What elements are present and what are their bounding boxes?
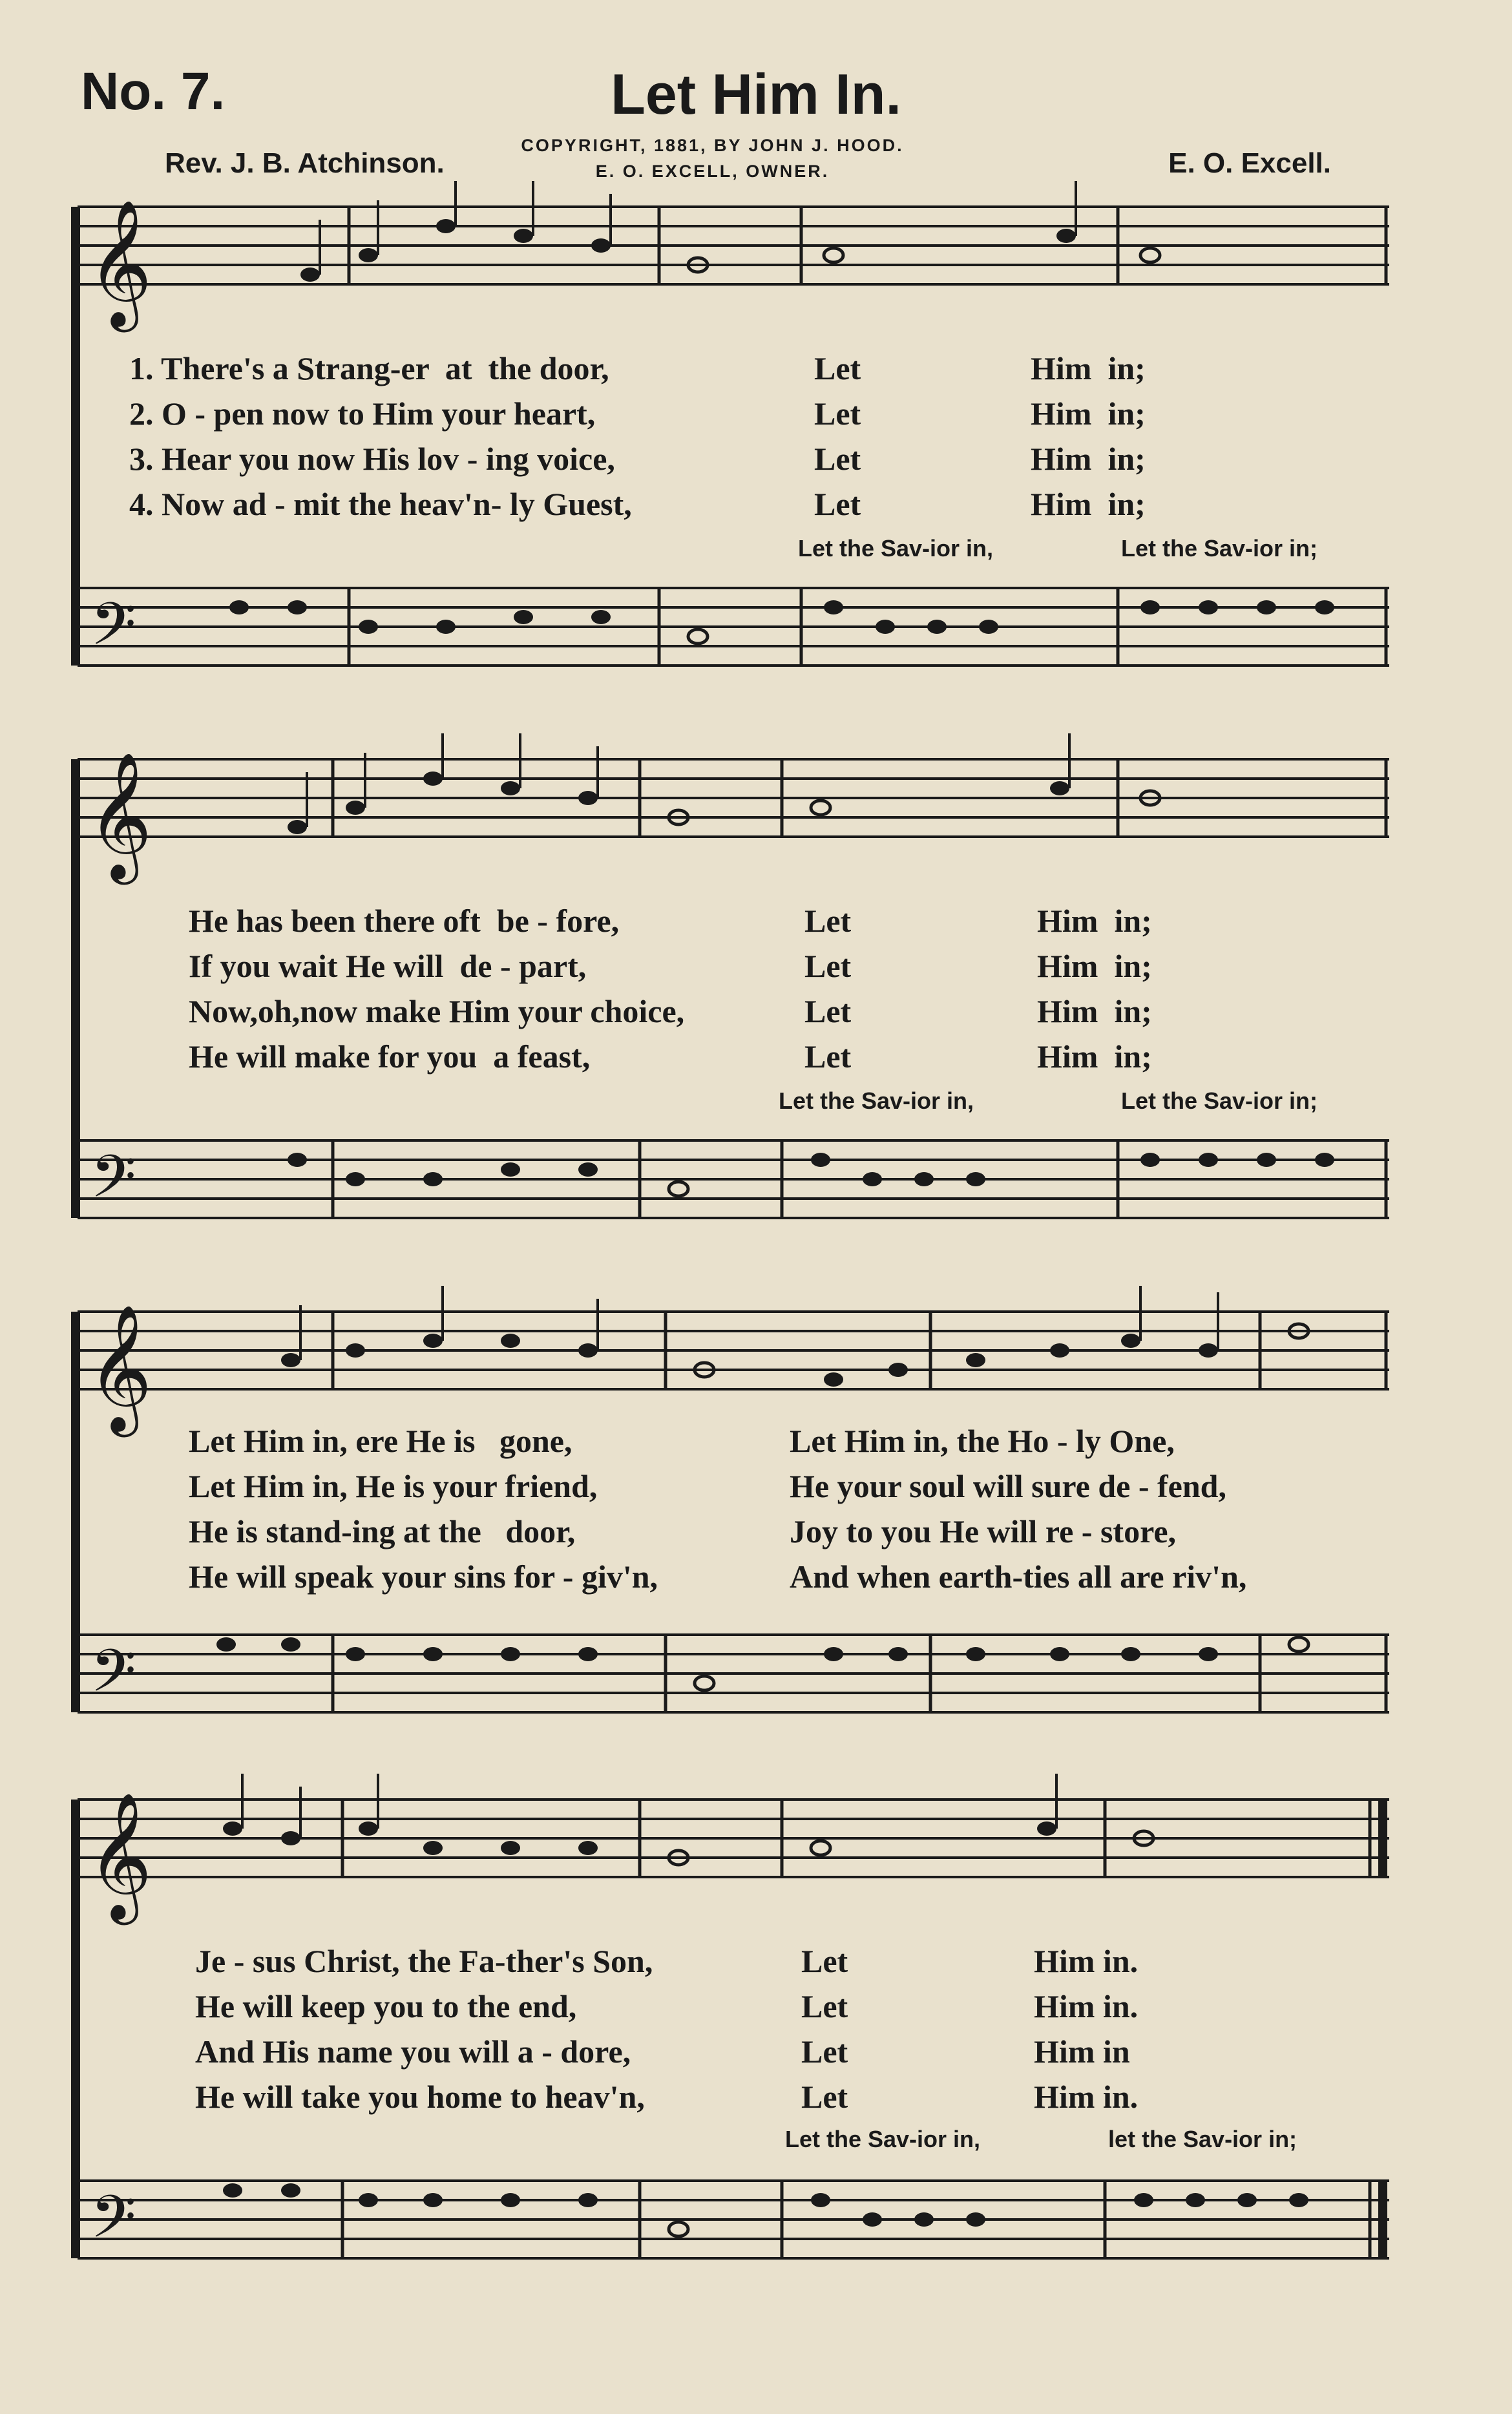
verse-lines-system-4: Je - sus Christ, the Fa-ther's Son, He will keep you to the end, And His name you will a - dore, He will take you home to heav'n, bbox=[195, 1943, 653, 2115]
treble-notes-1 bbox=[300, 219, 1160, 282]
chorus-second-half-system-3: Let Him in, the Ho - ly One, He your soul will sure de - fend, Joy to you He will re - store, And when earth-ties all are riv'n, bbox=[790, 1423, 1247, 1595]
him-in-column-system-1: Him in; Him in; Him in; Him in; bbox=[1031, 350, 1146, 522]
music-system-1 bbox=[71, 181, 1389, 685]
refrain-b-system-4: let the Sav-ior in; bbox=[1108, 2126, 1297, 2152]
verse-4-line: 4. Now ad - mit the heav'n- ly Guest, bbox=[129, 486, 632, 522]
verse-1-line: 1. There's a Strang-er at the door, bbox=[129, 350, 609, 386]
bass-clef-icon: 𝄢 bbox=[90, 590, 136, 673]
music-system-4 bbox=[71, 1774, 1389, 2291]
bass-staff-lines bbox=[78, 588, 1389, 666]
him-in-column-system-4: Him in. Him in. Him in Him in. bbox=[1034, 1943, 1139, 2115]
verse-lines-system-1 bbox=[129, 346, 632, 527]
music-system-3 bbox=[71, 1286, 1389, 1725]
verse-2-line: 2. O - pen now to Him your heart, bbox=[129, 395, 596, 432]
refrain-a-system-2: Let the Sav-ior in, bbox=[779, 1087, 974, 1114]
copyright-line-1: COPYRIGHT, 1881, BY JOHN J. HOOD. bbox=[521, 136, 904, 155]
hymn-number: No. 7. bbox=[81, 62, 226, 121]
treble-clef-icon: 𝄞 bbox=[87, 199, 152, 327]
refrain-b-system-2: Let the Sav-ior in; bbox=[1121, 1087, 1318, 1114]
author-credit: Rev. J. B. Atchinson. bbox=[165, 147, 445, 179]
him-in-column-system-2: Him in; Him in; Him in; Him in; bbox=[1037, 903, 1152, 1075]
verse-lines-system-2: He has been there oft be - fore, If you wait He will de - part, Now,oh,now make Him your choice, He will make for you a feast, bbox=[189, 903, 685, 1075]
let-column-system-1: Let Let Let Let bbox=[814, 350, 861, 522]
bass-clef-icon: 𝄢 bbox=[90, 1637, 136, 1719]
music-system-2 bbox=[71, 733, 1389, 1237]
copyright-line-2: E. O. EXCELL, OWNER. bbox=[595, 162, 830, 181]
composer-credit: E. O. Excell. bbox=[1168, 147, 1331, 179]
bass-clef-icon: 𝄢 bbox=[90, 2183, 136, 2265]
let-column-system-4: Let Let Let Let bbox=[801, 1943, 848, 2115]
treble-clef-icon: 𝄞 bbox=[87, 1792, 152, 1920]
chorus-lines-system-3: Let Him in, ere He is gone, Let Him in, He is your friend, He is stand-ing at the door, He will speak your sins for - giv'n, bbox=[189, 1423, 658, 1595]
treble-clef-icon: 𝄞 bbox=[87, 1304, 152, 1432]
treble-staff-lines bbox=[78, 207, 1389, 284]
treble-clef-icon: 𝄞 bbox=[87, 751, 152, 879]
verse-3-line: 3. Hear you now His lov - ing voice, bbox=[129, 441, 615, 477]
let-column-system-2: Let Let Let Let bbox=[804, 903, 852, 1075]
refrain-a-system-4: Let the Sav-ior in, bbox=[785, 2126, 981, 2152]
refrain-a-system-1: Let the Sav-ior in, bbox=[798, 535, 994, 562]
bass-clef-icon: 𝄢 bbox=[90, 1142, 136, 1225]
refrain-b-system-1: Let the Sav-ior in; bbox=[1121, 535, 1318, 562]
hymn-title: Let Him In. bbox=[611, 62, 901, 126]
